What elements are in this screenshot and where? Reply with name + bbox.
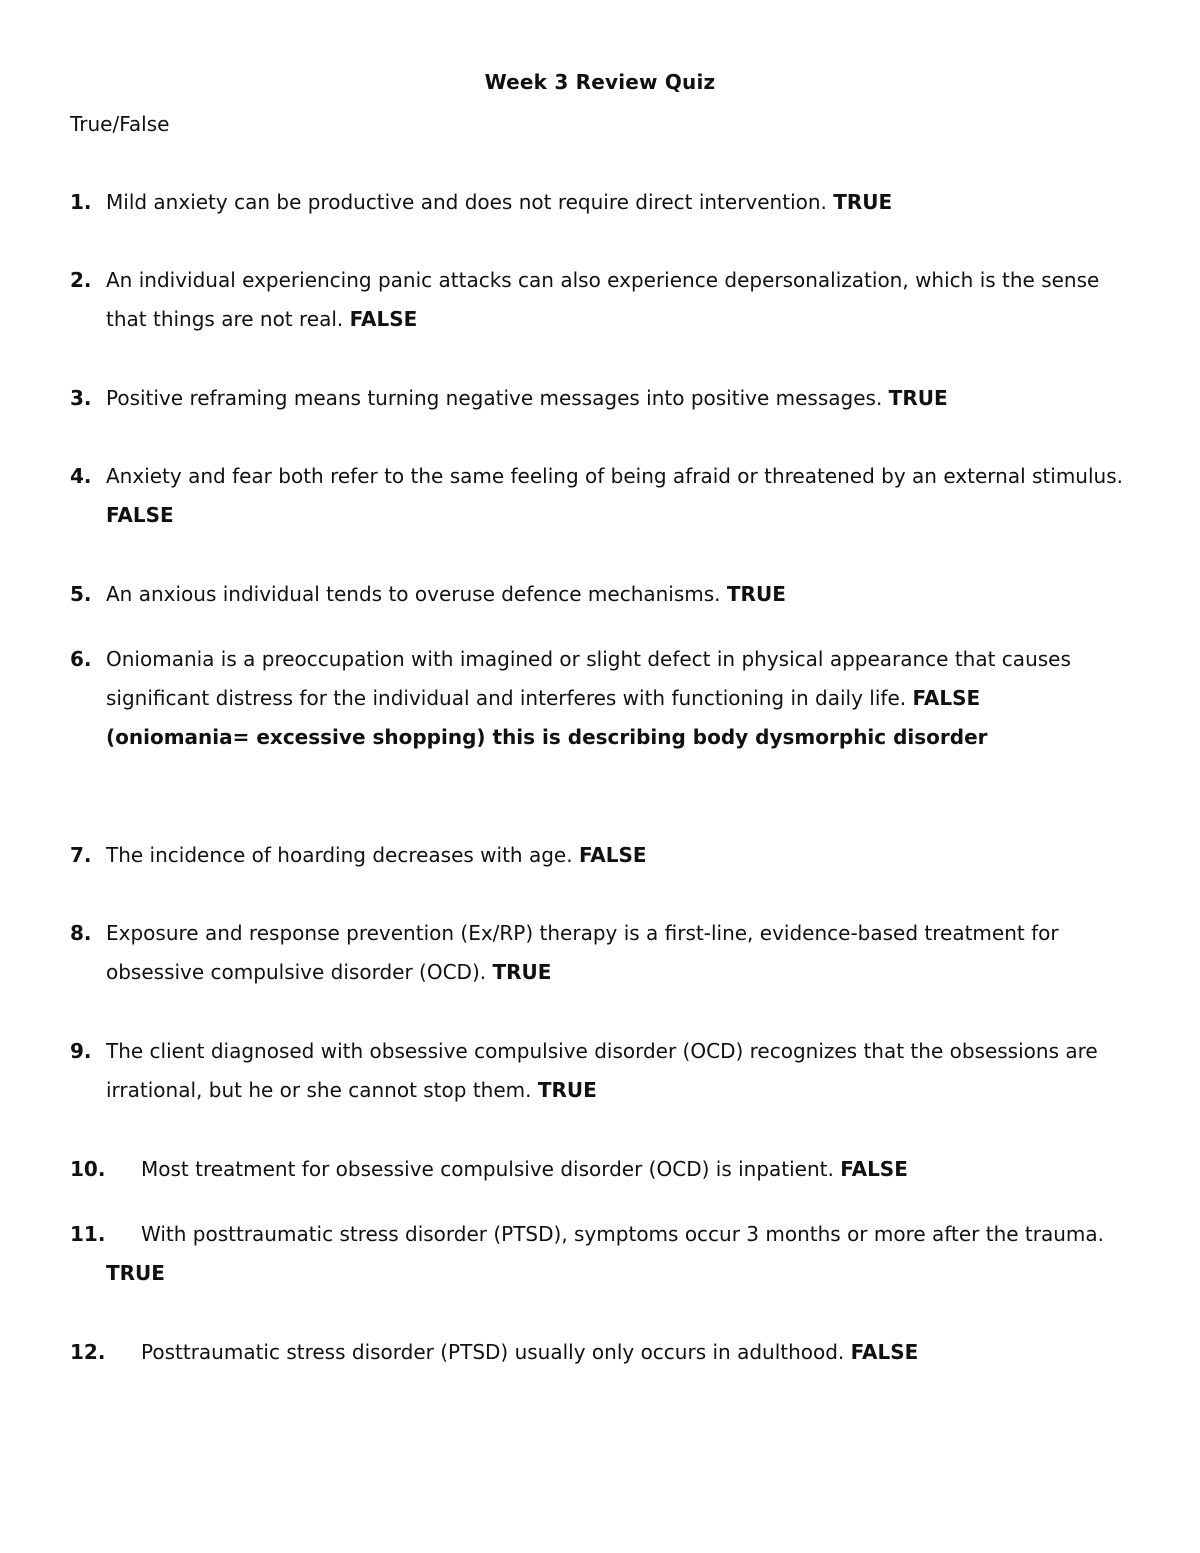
question-text: The client diagnosed with obsessive compulsive disorder (OCD) recognizes that the obsessions are irrational, but he or she cannot stop them. — [106, 1039, 1098, 1102]
question-text: Most treatment for obsessive compulsive disorder (OCD) is inpatient. — [141, 1157, 834, 1181]
question-item — [70, 1333, 1130, 1372]
question-answer: TRUE — [888, 386, 948, 410]
question-item — [70, 575, 1130, 614]
question-text: An individual experiencing panic attacks can also experience depersonalization, which is the sense that things are not real. — [106, 268, 1100, 331]
question-item — [70, 914, 1130, 992]
question-text: Exposure and response prevention (Ex/RP) therapy is a first-line, evidence-based treatment for obsessive compulsive disorder (OCD). — [106, 921, 1059, 984]
question-item — [70, 379, 1130, 418]
question-number: 2. — [70, 268, 92, 292]
section-label: True/False — [70, 112, 170, 136]
question-text: With posttraumatic stress disorder (PTSD), symptoms occur 3 months or more after the trauma. — [141, 1222, 1104, 1246]
question-answer: TRUE — [833, 190, 893, 214]
question-item — [70, 1215, 1130, 1293]
question-number: 11. — [70, 1222, 106, 1246]
question-text: Posttraumatic stress disorder (PTSD) usually only occurs in adulthood. — [141, 1340, 845, 1364]
question-number: 1. — [70, 190, 92, 214]
question-number: 6. — [70, 647, 92, 671]
question-item — [70, 1032, 1130, 1110]
question-item — [70, 640, 1130, 757]
question-item — [70, 836, 1130, 875]
question-item — [70, 261, 1130, 339]
question-answer: TRUE — [106, 1261, 165, 1285]
question-number: 8. — [70, 921, 92, 945]
question-answer: TRUE — [492, 960, 552, 984]
question-answer: TRUE — [537, 1078, 597, 1102]
question-text: Anxiety and fear both refer to the same feeling of being afraid or threatened by an external stimulus. — [106, 464, 1123, 488]
question-number: 4. — [70, 464, 92, 488]
question-number: 9. — [70, 1039, 92, 1063]
question-answer: FALSE — [349, 307, 418, 331]
question-answer: FALSE — [578, 843, 647, 867]
question-number: 10. — [70, 1157, 106, 1181]
question-text: An anxious individual tends to overuse defence mechanisms. — [106, 582, 721, 606]
question-number: 12. — [70, 1340, 106, 1364]
question-item — [70, 457, 1130, 535]
question-answer: FALSE — [840, 1157, 908, 1181]
question-answer: FALSE — [106, 503, 174, 527]
document-title: Week 3 Review Quiz — [484, 70, 716, 94]
question-text: Positive reframing means turning negative messages into positive messages. — [106, 386, 883, 410]
question-text: Mild anxiety can be productive and does not require direct intervention. — [106, 190, 827, 214]
question-answer: TRUE — [726, 582, 786, 606]
question-number: 7. — [70, 843, 92, 867]
question-text: The incidence of hoarding decreases with age. — [106, 843, 573, 867]
question-answer: FALSE — [850, 1340, 919, 1364]
question-text: Oniomania is a preoccupation with imagined or slight defect in physical appearance that causes significant distress for the individual and interferes with functioning in daily life. — [106, 647, 1071, 710]
question-number: 5. — [70, 582, 92, 606]
question-item — [70, 1150, 1130, 1189]
question-number: 3. — [70, 386, 92, 410]
question-item — [70, 183, 1130, 222]
question-answer: FALSE (oniomania= excessive shopping) this is describing body dysmorphic disorder — [106, 686, 988, 749]
